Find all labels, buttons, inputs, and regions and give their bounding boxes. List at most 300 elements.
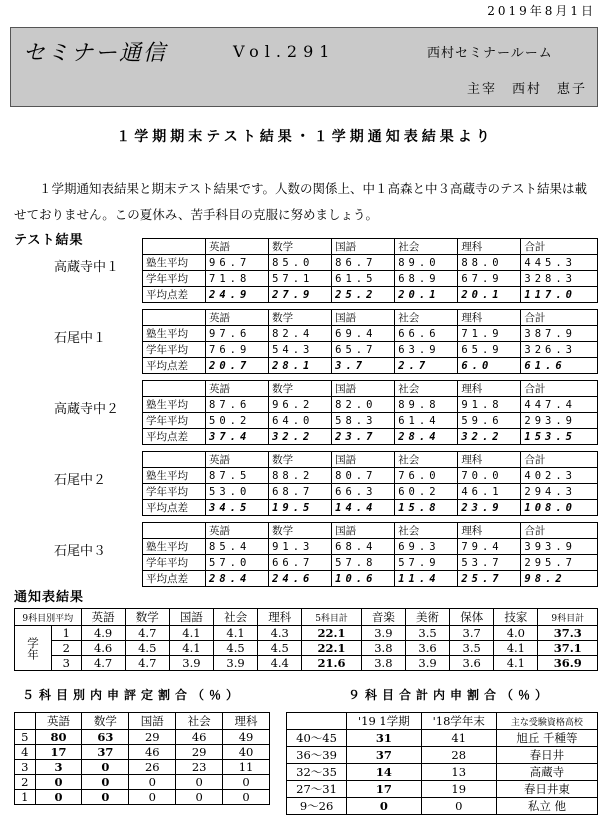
score-cell: 6.0: [458, 358, 521, 374]
row-label: 塾生平均: [143, 255, 206, 271]
test-header-row: [143, 381, 598, 397]
report-cell: 3.7: [450, 626, 494, 641]
report-cell: 3: [52, 656, 82, 671]
five-cell: 26: [129, 760, 176, 775]
score-cell: 97.6: [206, 326, 269, 342]
score-cell: 25.2: [332, 287, 395, 303]
score-cell: 153.5: [521, 429, 598, 445]
subject-header: 社会: [395, 310, 458, 326]
score-cell: 61.5: [332, 271, 395, 287]
report-header-cell: 5科目計: [302, 609, 362, 626]
report-cell: 4.1: [494, 656, 538, 671]
five-subject-title: ５科目別内申評定割合（％）: [22, 688, 244, 702]
corner-cell: [143, 239, 206, 255]
table-row: [15, 760, 270, 775]
headline: １学期期末テスト結果・１学期通知表結果より: [116, 129, 494, 145]
five-cell: 46: [129, 745, 176, 760]
subject-header: 数学: [269, 310, 332, 326]
score-cell: 68.4: [332, 539, 395, 555]
test-table: [142, 238, 598, 303]
score-cell: 10.6: [332, 571, 395, 587]
table-row: [15, 775, 270, 790]
row-label: 塾生平均: [143, 326, 206, 342]
five-cell: 3: [15, 760, 36, 775]
nine-cell: 40～45: [287, 730, 347, 747]
subject-header: 国語: [332, 452, 395, 468]
report-cell: 36.9: [538, 656, 598, 671]
score-cell: 19.5: [269, 500, 332, 516]
score-cell: 88.0: [458, 255, 521, 271]
table-row: [15, 626, 598, 641]
row-label: 平均点差: [143, 429, 206, 445]
corner-cell: [143, 452, 206, 468]
report-card-table: [14, 608, 598, 671]
score-cell: 20.1: [395, 287, 458, 303]
nine-cell: 春日井: [496, 747, 597, 764]
score-cell: 80.7: [332, 468, 395, 484]
five-header-cell: 英語: [35, 713, 82, 730]
report-cell: 4.1: [169, 626, 213, 641]
five-cell: 0: [82, 760, 129, 775]
report-cell: 22.1: [302, 626, 362, 641]
report-cell: 1: [52, 626, 82, 641]
report-cell: 3.9: [361, 626, 405, 641]
report-cell: 4.1: [494, 641, 538, 656]
test-section-title: テスト結果: [14, 233, 84, 248]
nine-cell: 14: [347, 764, 422, 781]
row-label: 平均点差: [143, 571, 206, 587]
nine-cell: 31: [347, 730, 422, 747]
score-cell: 59.6: [458, 413, 521, 429]
nine-header-row: [287, 713, 598, 730]
score-cell: 53.7: [458, 555, 521, 571]
five-cell: 29: [176, 745, 223, 760]
report-header-cell: 理科: [258, 609, 302, 626]
score-cell: 57.1: [269, 271, 332, 287]
five-cell: 0: [82, 790, 129, 805]
five-cell: 0: [223, 790, 270, 805]
five-header-cell: 国語: [129, 713, 176, 730]
score-cell: 15.8: [395, 500, 458, 516]
table-row: [143, 500, 598, 516]
row-label: 学年平均: [143, 484, 206, 500]
subject-header: 理科: [458, 310, 521, 326]
report-header-cell: 保体: [450, 609, 494, 626]
nine-cell: 旭丘 千種等: [496, 730, 597, 747]
five-cell: 46: [176, 730, 223, 745]
score-cell: 293.9: [521, 413, 598, 429]
score-cell: 79.4: [458, 539, 521, 555]
nine-subject-title: ９科目合計内申割合（％）: [348, 688, 553, 702]
report-cell: 3.8: [361, 641, 405, 656]
subject-header: 国語: [332, 239, 395, 255]
subject-header: 理科: [458, 381, 521, 397]
nine-cell: 高蔵寺: [496, 764, 597, 781]
test-header-row: [143, 310, 598, 326]
table-row: [143, 571, 598, 587]
report-header-cell: 技家: [494, 609, 538, 626]
score-cell: 66.7: [269, 555, 332, 571]
nine-cell: 0: [421, 798, 496, 815]
score-cell: 32.2: [458, 429, 521, 445]
table-row: [15, 730, 270, 745]
five-cell: 2: [15, 775, 36, 790]
score-cell: 61.6: [521, 358, 598, 374]
score-cell: 387.9: [521, 326, 598, 342]
five-cell: 0: [129, 775, 176, 790]
report-header-cell: 社会: [214, 609, 258, 626]
subject-header: 英語: [206, 239, 269, 255]
report-cell: 4.6: [81, 641, 125, 656]
subject-header: 社会: [395, 523, 458, 539]
score-cell: 447.4: [521, 397, 598, 413]
five-cell: 80: [35, 730, 82, 745]
subject-header: 社会: [395, 381, 458, 397]
nine-cell: 9～26: [287, 798, 347, 815]
table-row: [143, 468, 598, 484]
report-cell: 3.8: [361, 656, 405, 671]
five-cell: 0: [35, 790, 82, 805]
score-cell: 37.4: [206, 429, 269, 445]
score-cell: 89.8: [395, 397, 458, 413]
score-cell: 23.9: [458, 500, 521, 516]
nine-cell: 私立 他: [496, 798, 597, 815]
subject-header: 英語: [206, 310, 269, 326]
report-cell: 4.7: [81, 656, 125, 671]
report-cell: 4.7: [125, 656, 169, 671]
subject-header: 社会: [395, 239, 458, 255]
nine-cell: 19: [421, 781, 496, 798]
score-cell: 393.9: [521, 539, 598, 555]
score-cell: 28.4: [206, 571, 269, 587]
report-cell: 21.6: [302, 656, 362, 671]
row-label: 学年平均: [143, 555, 206, 571]
five-cell: 0: [176, 775, 223, 790]
five-cell: 0: [223, 775, 270, 790]
score-cell: 86.7: [332, 255, 395, 271]
table-row: [143, 287, 598, 303]
score-cell: 69.3: [395, 539, 458, 555]
report-section-title: 通知表結果: [14, 590, 85, 605]
score-cell: 65.7: [332, 342, 395, 358]
table-row: [287, 747, 598, 764]
score-cell: 46.1: [458, 484, 521, 500]
five-cell: 1: [15, 790, 36, 805]
score-cell: 25.7: [458, 571, 521, 587]
score-cell: 71.8: [206, 271, 269, 287]
score-cell: 89.0: [395, 255, 458, 271]
school-name: 高蔵寺中１: [54, 260, 120, 275]
score-cell: 27.9: [269, 287, 332, 303]
school-name: 石尾中２: [54, 473, 107, 488]
score-cell: 82.0: [332, 397, 395, 413]
school-name: 石尾中１: [54, 331, 107, 346]
score-cell: 34.5: [206, 500, 269, 516]
report-header-row: [15, 609, 598, 626]
five-header-cell: 数学: [82, 713, 129, 730]
report-cell: 22.1: [302, 641, 362, 656]
nine-cell: 32～35: [287, 764, 347, 781]
report-cell: 3.9: [214, 656, 258, 671]
report-cell: 3.6: [405, 641, 449, 656]
five-cell: 49: [223, 730, 270, 745]
test-table: [142, 380, 598, 445]
score-cell: 69.4: [332, 326, 395, 342]
score-cell: 70.0: [458, 468, 521, 484]
nine-cell: 春日井東: [496, 781, 597, 798]
row-label: 学年平均: [143, 413, 206, 429]
score-cell: 20.7: [206, 358, 269, 374]
score-cell: 108.0: [521, 500, 598, 516]
five-cell: 40: [223, 745, 270, 760]
score-cell: 20.1: [458, 287, 521, 303]
report-cell: 4.5: [214, 641, 258, 656]
score-cell: 57.8: [332, 555, 395, 571]
table-row: [143, 326, 598, 342]
subject-header: 合計: [521, 381, 598, 397]
table-row: [143, 358, 598, 374]
score-cell: 57.9: [395, 555, 458, 571]
score-cell: 65.9: [458, 342, 521, 358]
subject-header: 合計: [521, 310, 598, 326]
report-cell: 4.7: [125, 626, 169, 641]
score-cell: 295.7: [521, 555, 598, 571]
report-cell: 3.9: [405, 656, 449, 671]
subject-header: 社会: [395, 452, 458, 468]
table-row: [143, 539, 598, 555]
score-cell: 91.3: [269, 539, 332, 555]
table-row: [287, 798, 598, 815]
test-header-row: [143, 239, 598, 255]
report-header-cell: 美術: [405, 609, 449, 626]
score-cell: 96.7: [206, 255, 269, 271]
score-cell: 3.7: [332, 358, 395, 374]
score-cell: 76.0: [395, 468, 458, 484]
nine-cell: 13: [421, 764, 496, 781]
score-cell: 28.4: [395, 429, 458, 445]
report-cell: 3.5: [450, 641, 494, 656]
newsletter-banner: [10, 27, 598, 107]
score-cell: 32.2: [269, 429, 332, 445]
report-cell: 4.0: [494, 626, 538, 641]
score-cell: 445.3: [521, 255, 598, 271]
five-cell: 0: [129, 790, 176, 805]
report-cell: 3.6: [450, 656, 494, 671]
score-cell: 294.3: [521, 484, 598, 500]
report-cell: 4.4: [258, 656, 302, 671]
editor-name: 主宰 西村 恵子: [467, 82, 588, 97]
five-cell: 0: [82, 775, 129, 790]
table-row: [143, 271, 598, 287]
table-row: [287, 730, 598, 747]
report-cell: 4.1: [169, 641, 213, 656]
nine-header-cell: '18学年末: [421, 713, 496, 730]
report-cell: 37.3: [538, 626, 598, 641]
subject-header: 国語: [332, 381, 395, 397]
score-cell: 24.9: [206, 287, 269, 303]
score-cell: 24.6: [269, 571, 332, 587]
subject-header: 英語: [206, 381, 269, 397]
nine-subject-table: [286, 712, 598, 815]
corner-cell: [143, 523, 206, 539]
score-cell: 87.6: [206, 397, 269, 413]
nine-cell: 41: [421, 730, 496, 747]
score-cell: 328.3: [521, 271, 598, 287]
report-cell: 4.3: [258, 626, 302, 641]
score-cell: 58.3: [332, 413, 395, 429]
score-cell: 96.2: [269, 397, 332, 413]
score-cell: 64.0: [269, 413, 332, 429]
table-row: [143, 342, 598, 358]
score-cell: 57.0: [206, 555, 269, 571]
subject-header: 合計: [521, 239, 598, 255]
five-cell: 4: [15, 745, 36, 760]
five-cell: 29: [129, 730, 176, 745]
subject-header: 国語: [332, 523, 395, 539]
score-cell: 11.4: [395, 571, 458, 587]
report-header-cell: 9科目別平均: [15, 609, 82, 626]
table-row: [143, 555, 598, 571]
score-cell: 60.2: [395, 484, 458, 500]
subject-header: 理科: [458, 452, 521, 468]
report-cell: 4.5: [125, 641, 169, 656]
subject-header: 理科: [458, 523, 521, 539]
five-cell: 0: [176, 790, 223, 805]
newsletter-title: セミナー通信: [23, 41, 168, 66]
table-row: [15, 641, 598, 656]
row-label: 平均点差: [143, 500, 206, 516]
score-cell: 14.4: [332, 500, 395, 516]
score-cell: 68.9: [395, 271, 458, 287]
corner-cell: [143, 310, 206, 326]
table-row: [143, 397, 598, 413]
test-header-row: [143, 452, 598, 468]
score-cell: 50.2: [206, 413, 269, 429]
table-row: [15, 745, 270, 760]
table-row: [143, 484, 598, 500]
score-cell: 117.0: [521, 287, 598, 303]
nine-cell: 36～39: [287, 747, 347, 764]
row-label: 塾生平均: [143, 397, 206, 413]
five-header-row: [15, 713, 270, 730]
score-cell: 67.9: [458, 271, 521, 287]
report-cell: 3.5: [405, 626, 449, 641]
subject-header: 国語: [332, 310, 395, 326]
nine-cell: 37: [347, 747, 422, 764]
subject-header: 英語: [206, 523, 269, 539]
table-row: [143, 413, 598, 429]
test-table: [142, 522, 598, 587]
table-row: [287, 781, 598, 798]
five-cell: 11: [223, 760, 270, 775]
five-cell: 5: [15, 730, 36, 745]
test-table: [142, 451, 598, 516]
nine-cell: 0: [347, 798, 422, 815]
report-cell: 2: [52, 641, 82, 656]
subject-header: 数学: [269, 239, 332, 255]
five-cell: 17: [35, 745, 82, 760]
five-header-cell: 理科: [223, 713, 270, 730]
table-row: [287, 764, 598, 781]
table-row: [15, 790, 270, 805]
score-cell: 63.9: [395, 342, 458, 358]
report-cell: 4.5: [258, 641, 302, 656]
subject-header: 理科: [458, 239, 521, 255]
score-cell: 88.2: [269, 468, 332, 484]
row-label: 学年平均: [143, 271, 206, 287]
row-label: 学年平均: [143, 342, 206, 358]
corner-cell: [143, 381, 206, 397]
grade-side-label: 学年: [15, 626, 52, 671]
score-cell: 71.9: [458, 326, 521, 342]
score-cell: 2.7: [395, 358, 458, 374]
five-cell: 37: [82, 745, 129, 760]
five-cell: 63: [82, 730, 129, 745]
row-label: 塾生平均: [143, 539, 206, 555]
nine-cell: 28: [421, 747, 496, 764]
table-row: [15, 656, 598, 671]
subject-header: 数学: [269, 452, 332, 468]
score-cell: 76.9: [206, 342, 269, 358]
score-cell: 23.7: [332, 429, 395, 445]
score-cell: 91.8: [458, 397, 521, 413]
test-table: [142, 309, 598, 374]
nine-cell: 17: [347, 781, 422, 798]
nine-header-cell: '19 1学期: [347, 713, 422, 730]
school-name: 高蔵寺中２: [54, 402, 120, 417]
row-label: 塾生平均: [143, 468, 206, 484]
row-label: 平均点差: [143, 287, 206, 303]
score-cell: 85.4: [206, 539, 269, 555]
nine-header-cell: [287, 713, 347, 730]
score-cell: 98.2: [521, 571, 598, 587]
report-cell: 37.1: [538, 641, 598, 656]
score-cell: 54.3: [269, 342, 332, 358]
score-cell: 85.0: [269, 255, 332, 271]
score-cell: 61.4: [395, 413, 458, 429]
score-cell: 28.1: [269, 358, 332, 374]
subject-header: 合計: [521, 523, 598, 539]
score-cell: 66.6: [395, 326, 458, 342]
report-header-cell: 9科目計: [538, 609, 598, 626]
table-row: [143, 255, 598, 271]
issue-date: 2019年8月1日: [487, 4, 596, 18]
score-cell: 326.3: [521, 342, 598, 358]
five-cell: 0: [35, 775, 82, 790]
score-cell: 68.7: [269, 484, 332, 500]
test-header-row: [143, 523, 598, 539]
five-cell: 23: [176, 760, 223, 775]
organization-name: 西村セミナールーム: [427, 46, 553, 61]
report-cell: 4.9: [81, 626, 125, 641]
intro-paragraph: １学期通知表結果と期末テスト結果です。人数の関係上、中１高森と中３高蔵寺のテスト結果は載せておりません。この夏休み、苦手科目の克服に努めましょう。: [14, 181, 588, 222]
five-cell: 3: [35, 760, 82, 775]
nine-header-cell: 主な受験資格高校: [496, 713, 597, 730]
five-subject-table: [14, 712, 270, 805]
table-row: [143, 429, 598, 445]
report-cell: 4.1: [214, 626, 258, 641]
score-cell: 82.4: [269, 326, 332, 342]
score-cell: 87.5: [206, 468, 269, 484]
subject-header: 英語: [206, 452, 269, 468]
school-name: 石尾中３: [54, 544, 107, 559]
subject-header: 合計: [521, 452, 598, 468]
score-cell: 53.0: [206, 484, 269, 500]
row-label: 平均点差: [143, 358, 206, 374]
report-header-cell: 音楽: [361, 609, 405, 626]
report-header-cell: 英語: [81, 609, 125, 626]
subject-header: 数学: [269, 381, 332, 397]
